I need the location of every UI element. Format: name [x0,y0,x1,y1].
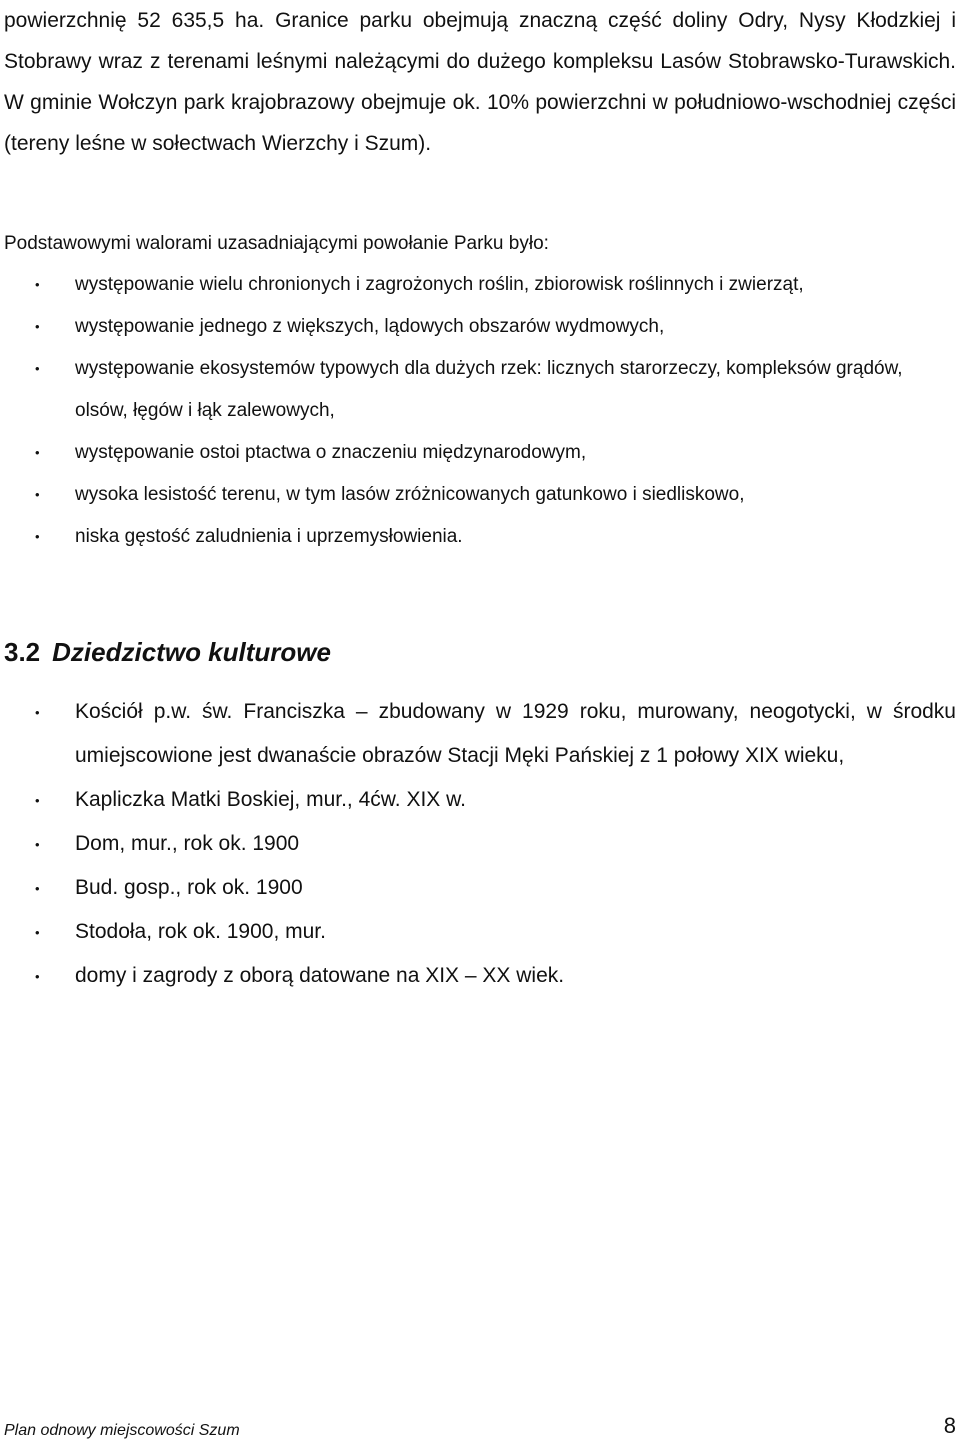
bullet-icon: • [35,277,40,292]
bullet-icon: • [35,925,40,940]
list-item-text: Stodoła, rok ok. 1900, mur. [75,920,326,943]
bullet-icon: • [35,705,40,720]
list-item [0,432,960,474]
bullet-icon: • [35,969,40,984]
bullet-icon: • [35,837,40,852]
list-item-text: występowanie ekosystemów typowych dla dużych rzek: licznych starorzeczy, kompleksów grądów, olsów, łęgów i łąk zalewowych, [75,358,903,421]
list-item [0,690,960,778]
list-item-text: wysoka lesistość terenu, w tym lasów zróżnicowanych gatunkowo i siedliskowo, [75,484,745,505]
list-item [0,822,960,866]
list-item-text: Kościół p.w. św. Franciszka – zbudowany w 1929 roku, murowany, neogotycki, w środku umiejscowione jest dwanaście obrazów Stacji Męki Pańskiej z 1 połowy XIX wieku, [75,700,956,767]
list-item [0,910,960,954]
list-item [0,954,960,998]
section-heading [4,630,331,674]
list-item [0,866,960,910]
list-item [0,474,960,516]
list-item-text: domy i zagrody z oborą datowane na XIX – XX wiek. [75,964,565,987]
bullet-icon: • [35,881,40,896]
list-item-text: niska gęstość zaludnienia i uprzemysłowienia. [75,526,463,547]
list-item [0,778,960,822]
list-item-text: występowanie wielu chronionych i zagrożonych roślin, zbiorowisk roślinnych i zwierząt, [75,274,804,295]
intro-paragraph: Podstawowymi walorami uzasadniającymi powołanie Parku było: [4,233,549,254]
park-values-list [0,264,960,558]
page-number: 8 [943,1413,956,1438]
bullet-icon: • [35,445,40,460]
list-item-text: Dom, mur., rok ok. 1900 [75,832,300,855]
bullet-icon: • [35,793,40,808]
list-item-text: Kapliczka Matki Boskiej, mur., 4ćw. XIX w. [75,788,466,811]
list-item [0,516,960,558]
list-item-text: występowanie jednego z większych, lądowych obszarów wydmowych, [75,316,665,337]
section-number: 3.2 [4,637,41,667]
list-item [0,348,960,432]
section-title: Dziedzictwo kulturowe [52,637,331,667]
bullet-icon: • [35,319,40,334]
bullet-icon: • [35,361,40,376]
list-item [0,306,960,348]
list-item-text: występowanie ostoi ptactwa o znaczeniu międzynarodowym, [75,442,587,463]
list-item [0,264,960,306]
list-item-text: Bud. gosp., rok ok. 1900 [75,876,303,899]
cultural-heritage-list [0,690,960,998]
bullet-icon: • [35,529,40,544]
body-paragraph: powierzchnię 52 635,5 ha. Granice parku obejmują znaczną część doliny Odry, Nysy Kłodzkiej i Stobrawy wraz z terenami leśnymi należącymi do dużego kompleksu Lasów Stobrawsko-Turawskich. W gminie Wołczyn park krajobrazowy obejmuje ok. 10% powierzchni w południowo-wschodniej części (tereny leśne w sołectwach Wierzchy i Szum). [4,9,956,155]
bullet-icon: • [35,487,40,502]
footer-document-title: Plan odnowy miejscowości Szum [4,1422,240,1439]
